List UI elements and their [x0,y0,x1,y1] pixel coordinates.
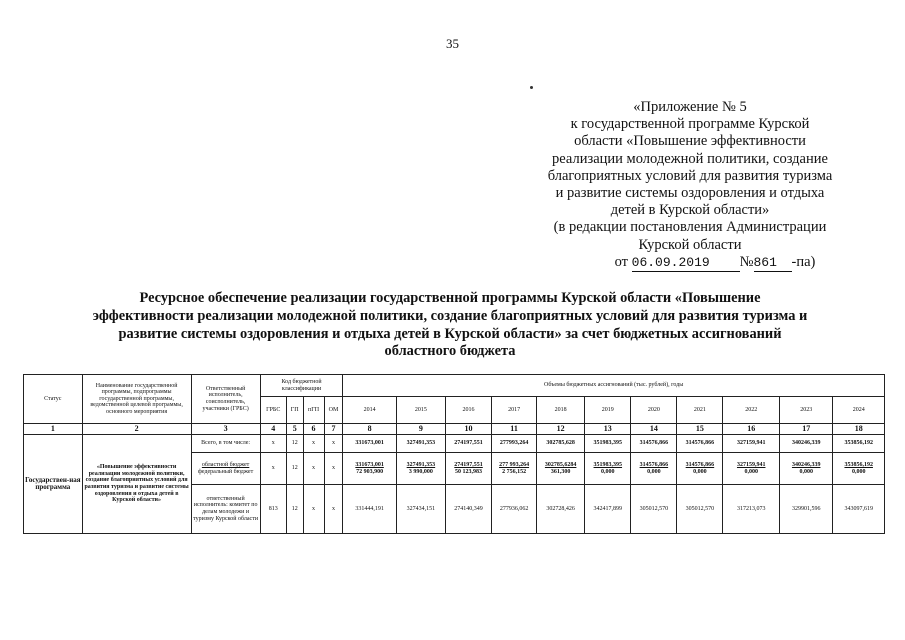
value-cell: 274140,349 [446,485,492,534]
value-regional: 340246,339 [791,461,821,468]
value-cell: 314576,866 [677,435,723,453]
column-number: 12 [537,424,585,435]
value-cell [537,453,585,485]
appendix-date-line [520,254,860,272]
value-cell: 305012,570 [631,485,677,534]
value-federal: 72 903,900 [356,468,384,475]
value-cell: 302785,628 [537,435,585,453]
value-cell: 329901,596 [780,485,833,534]
header-year: 2022 [723,397,780,424]
gp-cell: 12 [286,485,303,534]
value-cell: 277993,264 [492,435,537,453]
appendix-line: и развитие системы оздоровления и отдыха [555,185,825,202]
header-grbs: ГРБС [260,397,286,424]
value-cell [585,453,631,485]
decree-date: 06.09.2019 [632,254,740,272]
value-cell: 331673,001 [343,435,396,453]
om-cell: х [324,453,343,485]
column-number: 18 [833,424,885,435]
appendix-line: благоприятных условий для развития туризма [547,167,833,184]
header-year: 2023 [780,397,833,424]
header-pgp: пГП [303,397,324,424]
column-number: 9 [396,424,445,435]
value-cell [780,453,833,485]
header-year: 2016 [446,397,492,424]
appendix-line: (в редакции постановления Администрации [553,219,827,236]
executor-cell [191,453,260,485]
value-federal: 0,000 [601,468,615,475]
appendix-block [520,99,860,272]
header-year: 2015 [396,397,445,424]
heading-line: эффективности реализации молодежной политики, создание благоприятных условий для развития туризма и [92,307,808,324]
pgp-cell: х [303,485,324,534]
value-cell: 340246,339 [780,435,833,453]
value-federal: 0,000 [647,468,661,475]
value-cell: 305012,570 [677,485,723,534]
value-cell: 327491,353 [396,435,445,453]
column-number: 15 [677,424,723,435]
decree-suffix: -па) [791,253,816,270]
column-number: 2 [82,424,191,435]
value-regional: 314576,866 [685,461,715,468]
om-cell: х [324,485,343,534]
appendix-line: к государственной программе Курской [570,116,810,133]
column-number: 7 [324,424,343,435]
resource-table [23,374,885,534]
header-year: 2019 [585,397,631,424]
status-cell: Государствен-ная программа [24,435,83,534]
value-federal: 50 123,983 [455,468,483,475]
value-regional: 277 993,264 [499,461,530,468]
value-cell [677,453,723,485]
appendix-line: Курской области [638,236,742,253]
value-cell: 351983,395 [585,435,631,453]
column-number: 10 [446,424,492,435]
value-cell [833,453,885,485]
value-cell: 343097,619 [833,485,885,534]
column-number: 1 [24,424,83,435]
column-number: 16 [723,424,780,435]
header-name: Наименование государственной программы, подпрограммы государственной программы, ведомственной целевой программы, основного мероприятия [82,375,191,424]
column-number: 17 [780,424,833,435]
heading-line: развитие системы оздоровления и отдыха детей в Курской области» за счет бюджетных ассигнований [118,325,782,342]
value-cell: 317213,073 [723,485,780,534]
executor-cell: ответственный исполнитель: комитет по делам молодежи и туризму Курской области [191,485,260,534]
value-regional: 302785,6284 [544,461,577,468]
header-status: Статус [24,375,83,424]
column-number: 14 [631,424,677,435]
value-federal: 2 756,152 [502,468,527,475]
column-number: 4 [260,424,286,435]
value-cell [723,453,780,485]
header-gp: ГП [286,397,303,424]
grbs-cell: х [260,435,286,453]
pgp-cell: х [303,435,324,453]
header-year: 2017 [492,397,537,424]
header-year: 2018 [537,397,585,424]
column-number: 8 [343,424,396,435]
grbs-cell: 813 [260,485,286,534]
value-federal: 361,300 [550,468,571,475]
header-volumes: Объемы бюджетных ассигнований (тыс. рублей), годы [343,375,885,397]
value-cell [343,453,396,485]
value-cell: 327159,941 [723,435,780,453]
header-year: 2020 [631,397,677,424]
grbs-cell: х [260,453,286,485]
value-federal: 0,000 [693,468,707,475]
value-cell: 314576,866 [631,435,677,453]
value-cell: 353856,192 [833,435,885,453]
gp-cell: 12 [286,435,303,453]
header-om: ОМ [324,397,343,424]
value-cell [631,453,677,485]
om-cell: х [324,435,343,453]
value-regional: 314576,866 [639,461,669,468]
date-prefix: от [614,253,629,270]
heading-line: областного бюджета [384,343,516,360]
gp-cell: 12 [286,453,303,485]
column-number: 6 [303,424,324,435]
executor-budget-federal: федеральный бюджет [197,468,254,475]
column-number: 13 [585,424,631,435]
appendix-line: «Приложение № 5 [633,99,747,115]
appendix-line: реализации молодежной политики, создание [552,150,828,167]
program-name-cell: «Повышение эффективности реализации молодежной политики, создание благоприятных условий для развития туризма и развитие системы оздоровления и отдыха детей в Курской области» [82,435,191,534]
column-number: 11 [492,424,537,435]
stray-mark [530,86,533,89]
header-executor: Ответственный исполнитель, соисполнитель, участники (ГРБС) [191,375,260,424]
header-year: 2024 [833,397,885,424]
value-regional: 327491,353 [406,461,436,468]
number-prefix: № [739,253,754,270]
value-cell [446,453,492,485]
appendix-line: области «Повышение эффективности [574,133,806,150]
value-federal: 3 990,000 [408,468,433,475]
heading-line: Ресурсное обеспечение реализации государственной программы Курской области «Повышение [139,290,761,306]
value-federal: 0,000 [851,468,866,475]
value-cell [492,453,537,485]
header-budget-code: Код бюджетной классификации [260,375,343,397]
value-regional: 351983,395 [593,461,623,468]
value-federal: 0,000 [744,468,758,475]
value-cell: 342417,899 [585,485,631,534]
value-regional: 353856,192 [844,461,873,468]
executor-cell: Всего, в том числе: [191,435,260,453]
column-number: 3 [191,424,260,435]
table-row [24,435,885,453]
value-regional: 331673,001 [355,461,384,468]
page-number: 35 [446,36,459,51]
value-cell: 277936,062 [492,485,537,534]
column-number: 5 [286,424,303,435]
value-cell: 327434,151 [396,485,445,534]
value-cell: 331444,191 [343,485,396,534]
value-regional: 274197,551 [454,461,483,468]
document-heading [80,290,820,361]
value-cell: 274197,551 [446,435,492,453]
value-federal: 0,000 [799,468,813,475]
header-year: 2014 [343,397,396,424]
value-cell: 302728,426 [537,485,585,534]
decree-number: 861 [754,254,792,272]
value-cell [396,453,445,485]
appendix-line: детей в Курской области» [610,202,770,219]
executor-budget-regional: областной бюджет [201,461,250,468]
pgp-cell: х [303,453,324,485]
header-year: 2021 [677,397,723,424]
value-regional: 327159,941 [736,461,766,468]
